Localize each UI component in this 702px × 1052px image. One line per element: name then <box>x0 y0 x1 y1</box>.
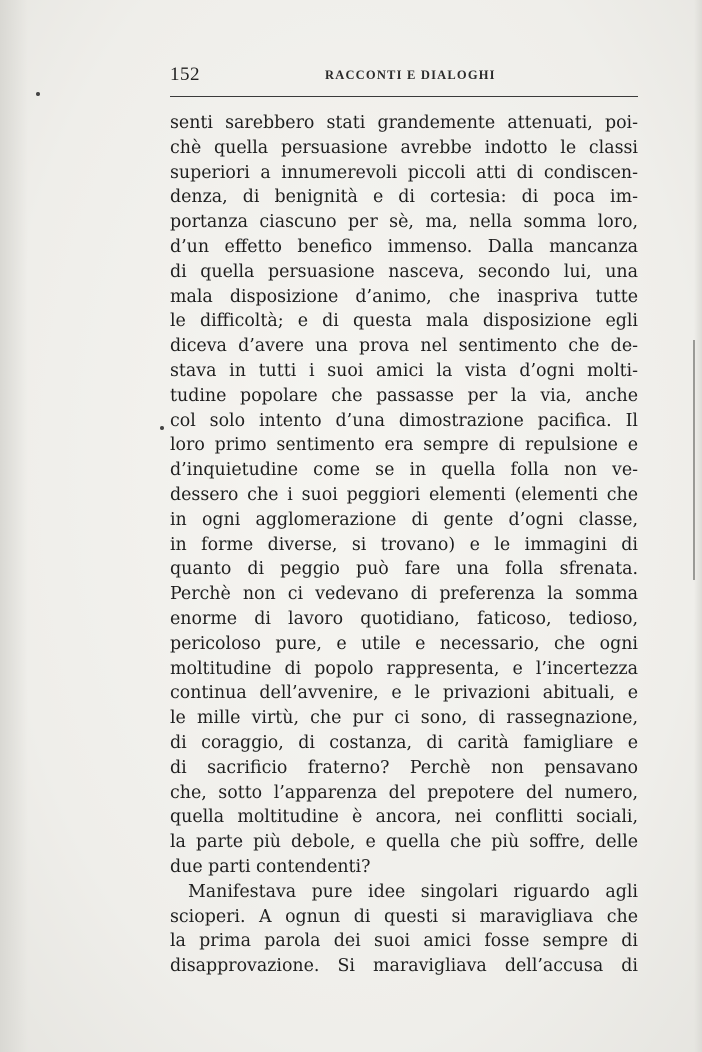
text-line: enorme di lavoro quotidiano, faticoso, tedioso, <box>170 608 638 629</box>
text-line: chè quella persuasione avrebbe indotto le classi <box>170 137 638 158</box>
scan-margin-mark <box>693 340 695 580</box>
header-rule <box>170 96 638 97</box>
text-line: le difficoltà; e di questa mala disposizione egli <box>170 311 638 332</box>
text-line: la prima parola dei suoi amici fosse sempre di <box>170 931 638 952</box>
text-line: senti sarebbero stati grandemente attenuati, poi- <box>170 113 638 133</box>
text-line: quella moltitudine è ancora, nei conflitti sociali, <box>170 807 638 828</box>
text-line: la parte più debole, e quella che più soffre, delle <box>170 832 638 853</box>
body-text <box>170 111 638 979</box>
text-line: disapprovazione. Si maravigliava dell’accusa di <box>170 956 638 977</box>
running-title: RACCONTI E DIALOGHI <box>325 68 496 82</box>
text-line: loro primo sentimento era sempre di repulsione e <box>170 435 638 456</box>
text-line: denza, di benignità e di cortesia: di poca im- <box>170 187 638 208</box>
gutter-shadow <box>0 0 28 1052</box>
text-line: continua dell’avvenire, e le privazioni abituali, e <box>170 683 638 704</box>
text-line: col solo intento d’una dimostrazione pacifica. Il <box>170 410 638 431</box>
text-line: portanza ciascuno per sè, ma, nella somma loro, <box>170 212 638 233</box>
scan-speck <box>160 426 164 430</box>
text-line: d’un effetto benefico immenso. Dalla mancanza <box>170 236 638 257</box>
text-line: d’inquietudine come se in quella folla non ve- <box>170 460 638 481</box>
text-line: Perchè non ci vedevano di preferenza la somma <box>170 584 638 605</box>
text-line: tudine popolare che passasse per la via, anche <box>170 385 638 406</box>
text-line: di quella persuasione nasceva, secondo lui, una <box>170 261 638 282</box>
text-line: scioperi. A ognun di questi si maravigliava che <box>170 906 638 927</box>
text-line: diceva d’avere una prova nel sentimento che de- <box>170 336 638 357</box>
text-line: quanto di peggio può fare una folla sfrenata. <box>170 559 638 580</box>
text-line: stava in tutti i suoi amici la vista d’ogni molti- <box>170 360 638 381</box>
text-line: in forme diverse, si trovano) e le immagini di <box>170 534 638 555</box>
page-header <box>170 64 638 92</box>
text-line: superiori a innumerevoli piccoli atti di condiscen- <box>170 162 638 183</box>
scan-speck <box>36 92 40 96</box>
text-line: le mille virtù, che pur ci sono, di rassegnazione, <box>170 708 638 729</box>
text-line: in ogni agglomerazione di gente d’ogni classe, <box>170 509 638 530</box>
page-edge <box>694 0 702 1052</box>
text-line: di coraggio, di costanza, di carità famigliare e <box>170 732 638 753</box>
text-line: Manifestava pure idee singolari riguardo agli <box>188 881 638 902</box>
text-line: moltitudine di popolo rappresenta, e l’incertezza <box>170 658 638 679</box>
text-line: mala disposizione d’animo, che inaspriva tutte <box>170 286 638 307</box>
text-line: pericoloso pure, e utile e necessario, che ogni <box>170 633 638 654</box>
page-number: 152 <box>170 64 200 85</box>
text-line: due parti contendenti? <box>170 856 371 877</box>
text-line: che, sotto l’apparenza del prepotere del numero, <box>170 782 638 803</box>
text-line: dessero che i suoi peggiori elementi (elementi che <box>170 484 638 505</box>
text-line: di sacrificio fraterno? Perchè non pensavano <box>170 757 638 778</box>
